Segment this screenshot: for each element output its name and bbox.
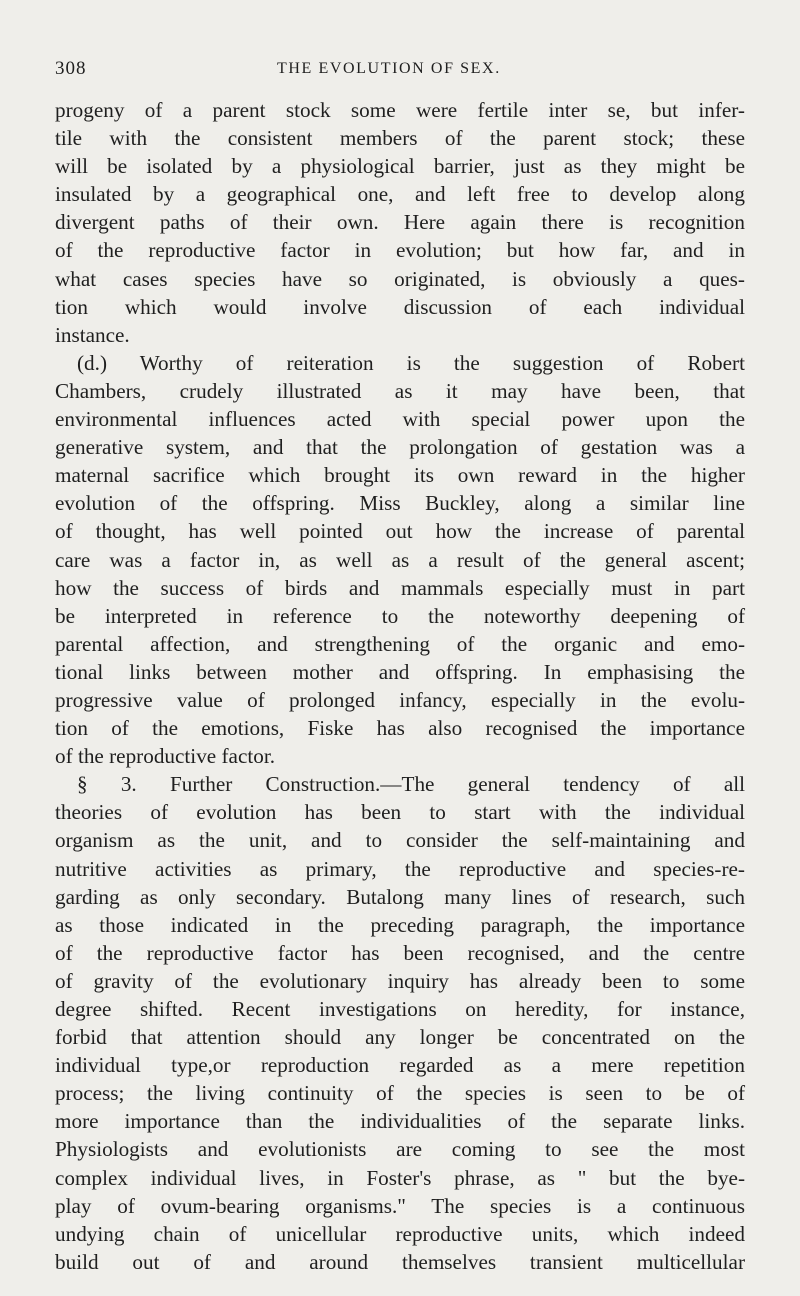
text-line: progeny of a parent stock some were fertile inter se, but infer-: [55, 98, 745, 122]
text-line: organism as the unit, and to consider the self-maintaining and: [55, 828, 745, 853]
running-title: THE EVOLUTION OF SEX.: [277, 60, 501, 77]
text-line: Physiologists and evolutionists are coming to see the most: [55, 1137, 745, 1162]
text-line: instance.: [55, 322, 130, 347]
text-line: garding as only secondary. Butalong many lines of research, such: [55, 884, 745, 909]
text-line: insulated by a geographical one, and left free to develop along: [55, 182, 745, 207]
text-line: complex individual lives, in Foster's phrase, as " but the bye-: [55, 1165, 745, 1190]
text-line: degree shifted. Recent investigations on heredity, for instance,: [55, 997, 745, 1021]
text-line: of the reproductive factor has been recognised, and the centre: [55, 940, 745, 965]
text-line: how the success of birds and mammals especially must in part: [55, 575, 745, 600]
text-line: divergent paths of their own. Here again there is recognition: [55, 210, 745, 235]
text-line: tion which would involve discussion of each individual: [55, 294, 745, 319]
text-line: progressive value of prolonged infancy, especially in the evolu-: [55, 687, 745, 712]
text-line: of gravity of the evolutionary inquiry has already been to some: [55, 968, 745, 993]
text-line: of the reproductive factor.: [55, 744, 276, 769]
text-line: build out of and around themselves transient multicellular: [55, 1249, 745, 1274]
text-line: tional links between mother and offspring. In emphasising the: [55, 659, 745, 684]
text-line: of thought, has well pointed out how the increase of parental: [55, 519, 745, 544]
text-line: nutritive activities as primary, the reproductive and species-re-: [55, 856, 745, 881]
body-text: [55, 96, 745, 1276]
text-line: forbid that attention should any longer be concentrated on the: [55, 1025, 745, 1050]
text-line: what cases species have so originated, is obviously a ques-: [55, 266, 745, 291]
text-line: will be isolated by a physiological barrier, just as they might be: [55, 154, 745, 179]
text-line: theories of evolution has been to start with the individual: [55, 800, 745, 825]
text-line: environmental influences acted with special power upon the: [55, 407, 745, 432]
text-line: as those indicated in the preceding paragraph, the importance: [55, 912, 745, 937]
text-line: undying chain of unicellular reproductive units, which indeed: [55, 1221, 745, 1246]
text-line: tile with the consistent members of the parent stock; these: [55, 126, 745, 151]
text-line: process; the living continuity of the species is seen to be of: [55, 1081, 745, 1106]
text-line: generative system, and that the prolongation of gestation was a: [55, 435, 745, 460]
text-line: care was a factor in, as well as a result of the general ascent;: [55, 547, 745, 572]
text-line: tion of the emotions, Fiske has also recognised the importance: [55, 716, 745, 741]
text-line: (d.) Worthy of reiteration is the suggestion of Robert: [77, 350, 745, 375]
section-heading-line: § 3. Further Construction.—The general tendency of all: [77, 772, 745, 797]
text-line: individual type,or reproduction regarded as a mere repetition: [55, 1053, 745, 1078]
page-number: 308: [55, 58, 87, 79]
text-line: be interpreted in reference to the noteworthy deepening of: [55, 603, 745, 628]
text-line: parental affection, and strengthening of the organic and emo-: [55, 631, 745, 656]
text-line: of the reproductive factor in evolution; but how far, and in: [55, 238, 745, 263]
text-line: more importance than the individualities of the separate links.: [55, 1109, 745, 1134]
text-line: maternal sacrifice which brought its own reward in the higher: [55, 463, 745, 488]
running-head: [55, 58, 745, 88]
text-line: evolution of the offspring. Miss Buckley, along a similar line: [55, 491, 745, 516]
text-line: Chambers, crudely illustrated as it may have been, that: [55, 378, 745, 403]
text-line: play of ovum-bearing organisms." The species is a continuous: [55, 1193, 745, 1218]
